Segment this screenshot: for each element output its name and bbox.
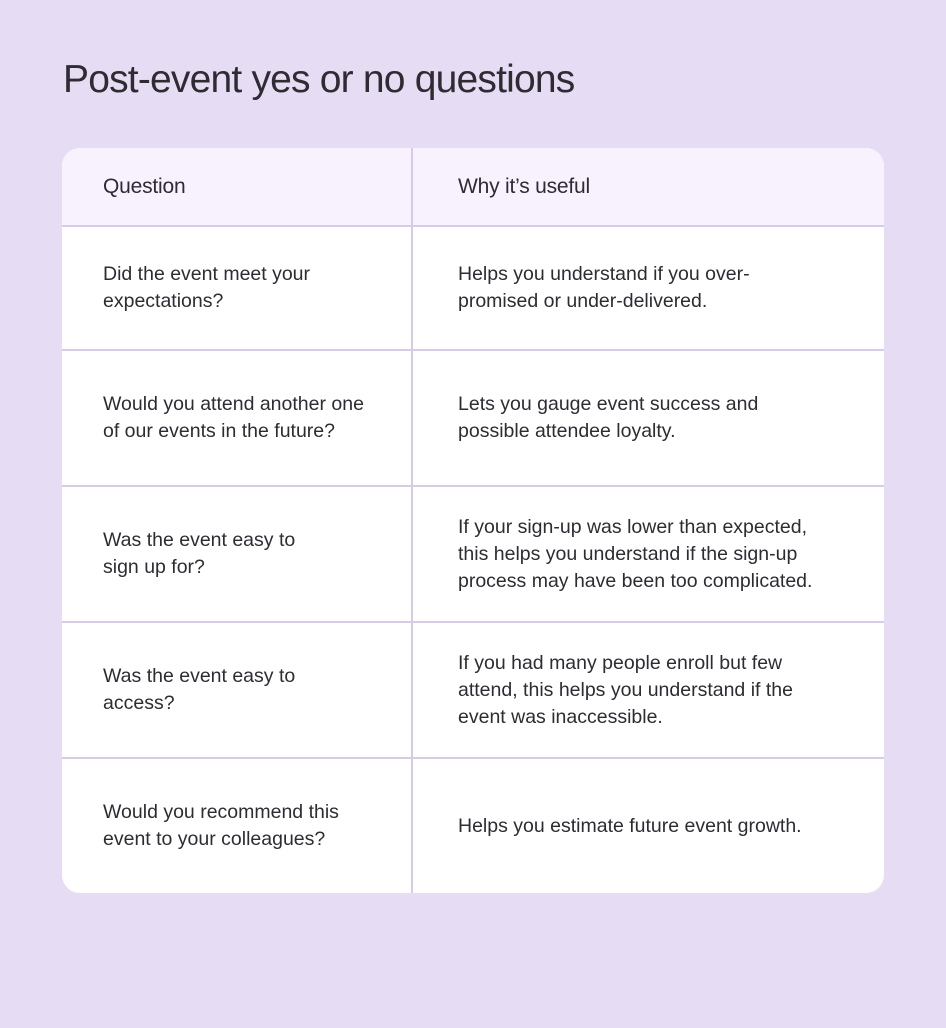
why-useful-line: this helps you understand if the sign-up	[458, 542, 798, 565]
question-header-label: Question	[103, 175, 186, 198]
why-useful-column-header	[413, 148, 884, 225]
question-line: expectations?	[103, 290, 224, 312]
page-title: Post-event yes or no questions	[63, 58, 575, 101]
why-useful-cell-5	[413, 759, 884, 893]
question-line: Would you recommend this	[103, 801, 339, 823]
question-line: access?	[103, 692, 175, 714]
question-line: of our events in the future?	[103, 420, 335, 442]
why-useful-text-2	[458, 391, 758, 445]
why-useful-line: promised or under-delivered.	[458, 290, 708, 312]
question-text-5	[103, 799, 339, 853]
question-cell-2	[62, 351, 411, 485]
question-line: event to your colleagues?	[103, 828, 326, 850]
question-cell-4	[62, 623, 411, 757]
why-useful-text-1	[458, 261, 750, 315]
why-useful-header-label: Why it’s useful	[458, 175, 590, 198]
question-cell-3	[62, 487, 411, 621]
why-useful-line: possible attendee loyalty.	[458, 420, 676, 442]
why-useful-cell-4	[413, 623, 884, 757]
why-useful-line: If you had many people enroll but few	[458, 651, 783, 674]
why-useful-cell-2	[413, 351, 884, 485]
question-line: sign up for?	[103, 556, 205, 578]
question-cell-5	[62, 759, 411, 893]
questions-table	[62, 148, 884, 893]
question-line: Would you attend another one	[103, 393, 364, 415]
question-text-1	[103, 261, 310, 315]
why-useful-line: Helps you estimate future event growth.	[458, 814, 802, 837]
question-text-2	[103, 391, 364, 445]
question-column-header	[62, 148, 411, 225]
questions-table-grid	[62, 148, 884, 893]
why-useful-line: Lets you gauge event success and	[458, 393, 759, 415]
question-text-4	[103, 663, 295, 717]
why-useful-line: Helps you understand if you over-	[458, 263, 750, 285]
why-useful-line: event was inaccessible.	[458, 705, 663, 728]
question-line: Was the event easy to	[103, 529, 296, 551]
why-useful-line: attend, this helps you understand if the	[458, 678, 793, 701]
question-text-3	[103, 527, 295, 581]
why-useful-cell-3	[413, 487, 884, 621]
why-useful-text-3	[458, 514, 812, 595]
why-useful-line: If your sign-up was lower than expected,	[458, 515, 808, 538]
why-useful-cell-1	[413, 227, 884, 349]
question-line: Was the event easy to	[103, 665, 296, 687]
why-useful-line: process may have been too complicated.	[458, 569, 813, 592]
why-useful-text-4	[458, 650, 793, 731]
why-useful-text-5	[458, 813, 802, 840]
question-line: Did the event meet your	[103, 263, 311, 285]
question-cell-1	[62, 227, 411, 349]
